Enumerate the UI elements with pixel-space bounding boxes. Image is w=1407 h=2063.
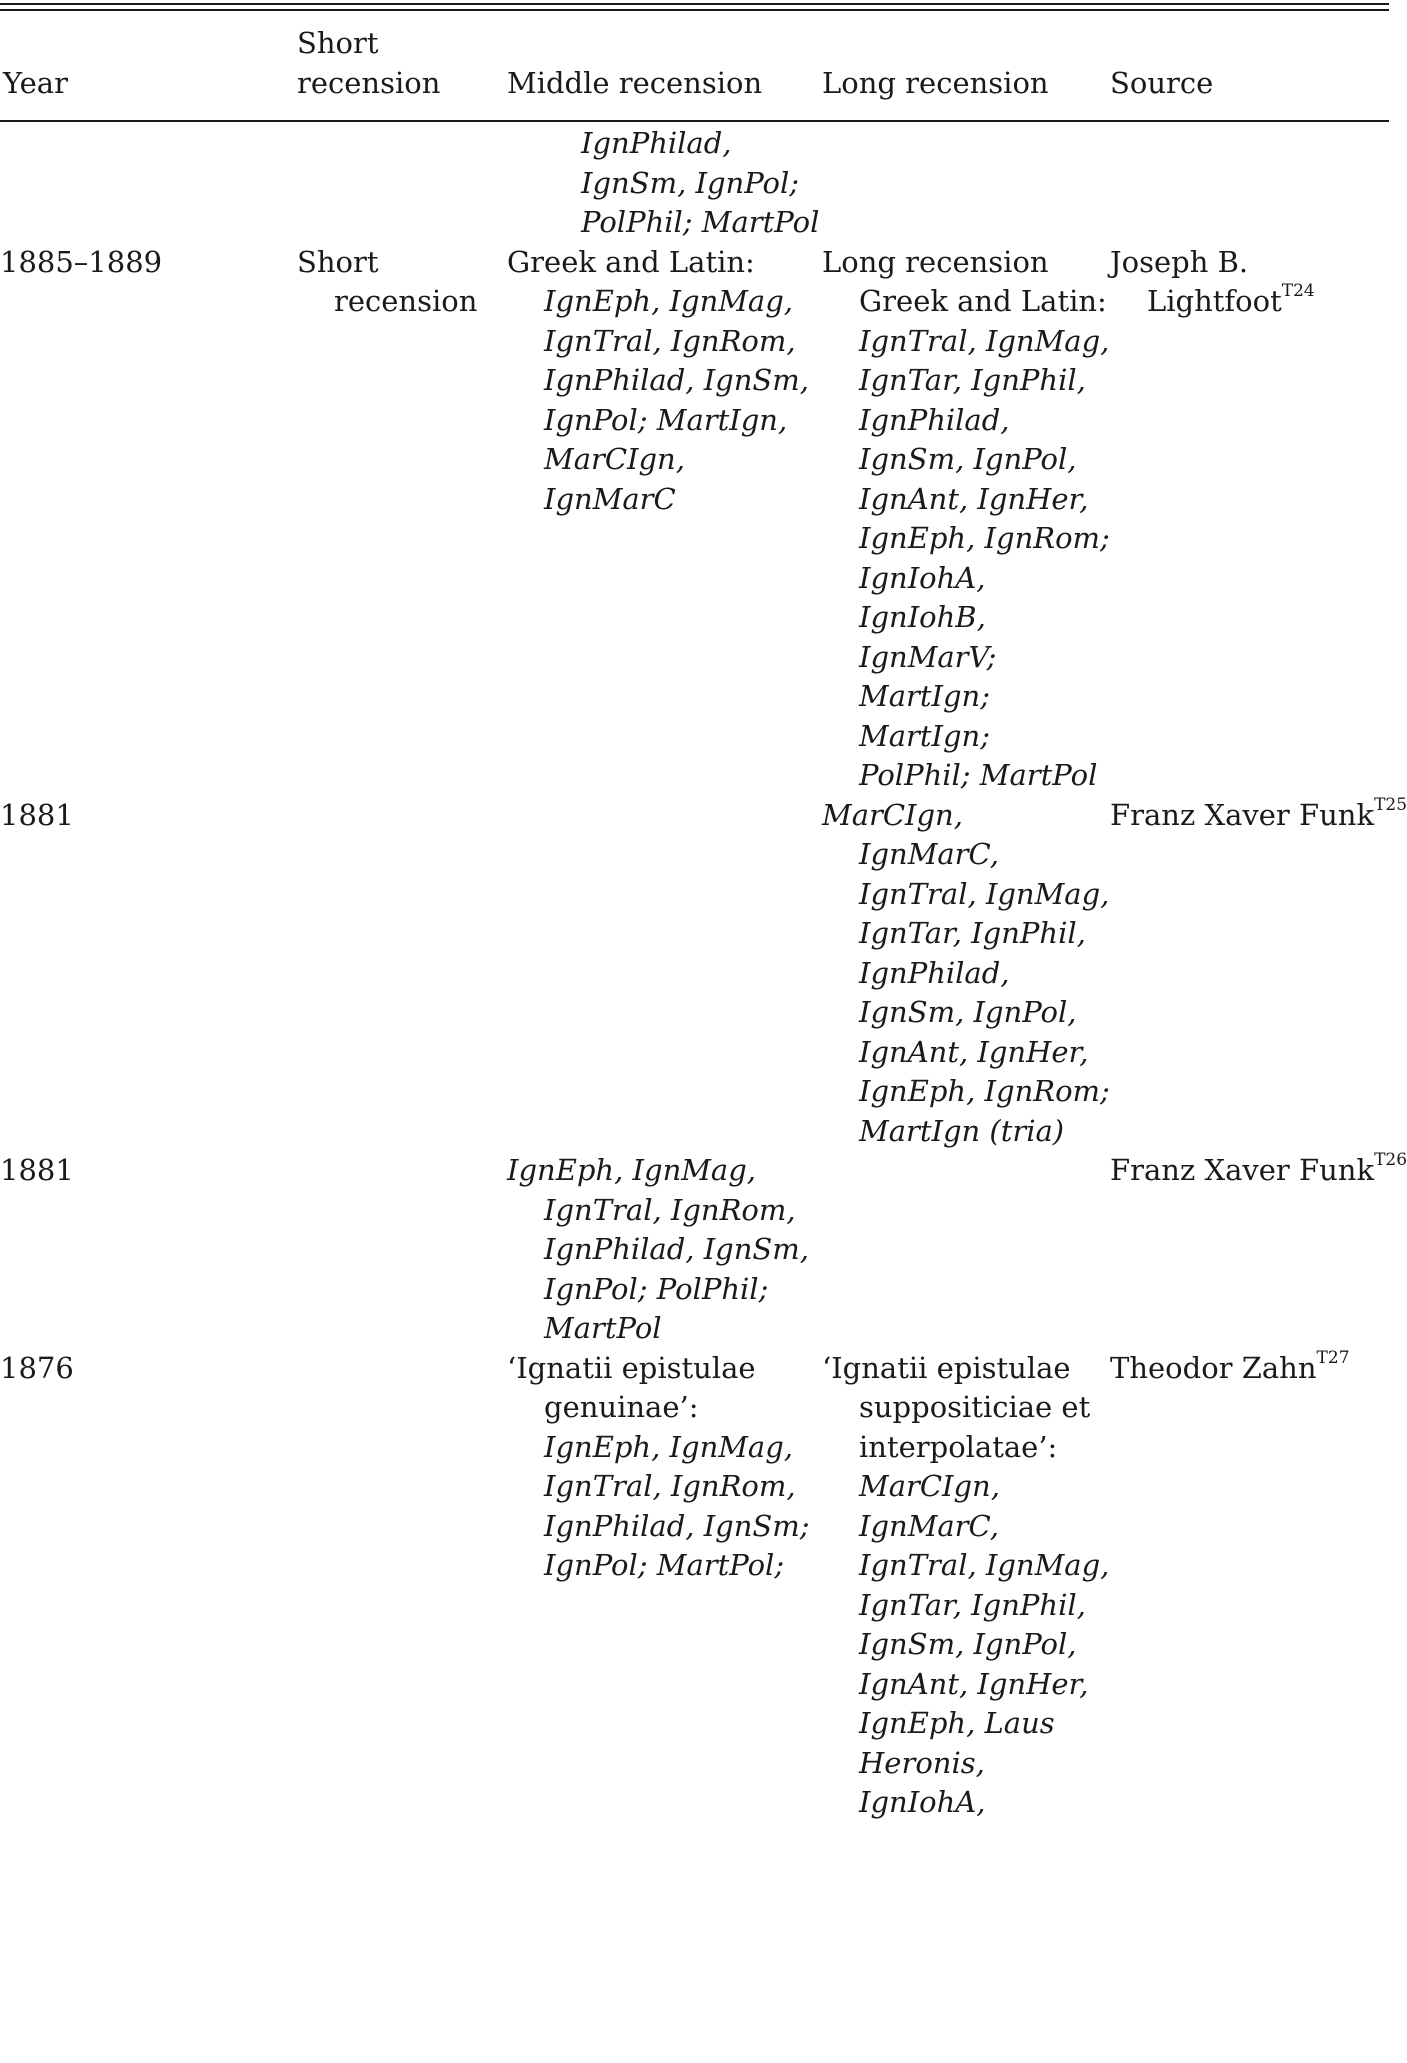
table-row [0, 1151, 1400, 1349]
row-short: Short recension [297, 244, 478, 318]
row-source-note: T24 [1281, 281, 1315, 302]
table-header-row [0, 24, 1400, 113]
row-middle-text: IgnEph, IgnMag, IgnTral, IgnRom, IgnPhilad, IgnSm, IgnPol; PolPhil; MartPol [507, 1153, 810, 1345]
carryover-middle-text: IgnPhilad, IgnSm, IgnPol; PolPhil; MartPol [581, 126, 820, 239]
row-long-text: MarCIgn, IgnMarC, IgnTral, IgnMag, IgnTar, IgnPhil, IgnPhilad, IgnSm, IgnPol, IgnAnt, IgnHer, IgnEph, IgnRom; MartIgn (tria) [822, 797, 1110, 1148]
row-source [1110, 243, 1400, 796]
row-long-prefix: ‘Ignatii epistulae suppositiciae et interpolatae’: [822, 1350, 1091, 1464]
column-header-source: Source [1110, 65, 1214, 100]
row-long-text: MarCIgn, IgnMarC, IgnTral, IgnMag, IgnTar, IgnPhil, IgnSm, IgnPol, IgnAnt, IgnHer, IgnEph, Laus Heronis, IgnIohA, [859, 1469, 1110, 1819]
row-source [1110, 794, 1407, 1152]
row-source-text: Franz Xaver Funk [1110, 1153, 1375, 1187]
row-middle [507, 796, 822, 1152]
column-header-year: Year [3, 65, 68, 100]
row-source-note: T25 [1374, 794, 1407, 815]
row-year: 1876 [0, 1350, 74, 1385]
row-source-text: Franz Xaver Funk [1110, 797, 1375, 832]
carryover-middle [507, 113, 822, 243]
row-middle [507, 243, 822, 796]
row-middle [507, 1349, 822, 1823]
row-source [1110, 1150, 1407, 1349]
table-row [0, 243, 1400, 796]
row-long [822, 243, 1110, 796]
row-source [1110, 1349, 1400, 1823]
row-source-note: T27 [1316, 1347, 1350, 1368]
row-middle-prefix: ‘Ignatii epistulae genuinae’: [507, 1350, 756, 1424]
column-header-long: Long recension [822, 65, 1049, 100]
row-long-text: IgnTral, IgnMag, IgnTar, IgnPhil, IgnPhilad, IgnSm, IgnPol, IgnAnt, IgnHer, IgnEph, IgnRom; IgnIohA, IgnIohB, IgnMarV; MartIgn; MartIgn; PolPhil; MartPol [859, 323, 1110, 792]
row-source-note: T26 [1374, 1150, 1407, 1171]
row-long [822, 1151, 1110, 1349]
row-short [297, 1151, 507, 1349]
row-middle-text: IgnEph, IgnMag, IgnTral, IgnRom, IgnPhilad, IgnSm, IgnPol; MartIgn, MarCIgn, IgnMarC [544, 284, 810, 516]
column-header-middle: Middle recension [507, 65, 763, 100]
row-source-text: Joseph B. Lightfoot [1110, 244, 1282, 318]
row-year: 1885–1889 [0, 244, 163, 279]
row-short [297, 796, 507, 1152]
row-long [822, 796, 1110, 1152]
table-row [0, 796, 1400, 1152]
row-source-text: Theodor Zahn [1110, 1350, 1317, 1385]
table-row [0, 1349, 1400, 1823]
row-year: 1881 [0, 797, 74, 832]
column-header-short: Short recension [297, 26, 441, 100]
row-long [822, 1349, 1110, 1823]
row-year: 1881 [0, 1153, 74, 1187]
row-middle [507, 1151, 822, 1349]
row-middle-prefix: Greek and Latin: [507, 244, 755, 279]
top-double-rule-lower [0, 9, 1389, 11]
row-short [297, 1349, 507, 1823]
row-middle-text: IgnEph, IgnMag, IgnTral, IgnRom, IgnPhilad, IgnSm; IgnPol; MartPol; [544, 1429, 810, 1582]
table-row-carryover [0, 113, 1400, 243]
top-double-rule-upper [0, 3, 1389, 5]
row-long-prefix: Long recension Greek and Latin: [822, 244, 1107, 318]
recensions-table [0, 24, 1407, 1823]
